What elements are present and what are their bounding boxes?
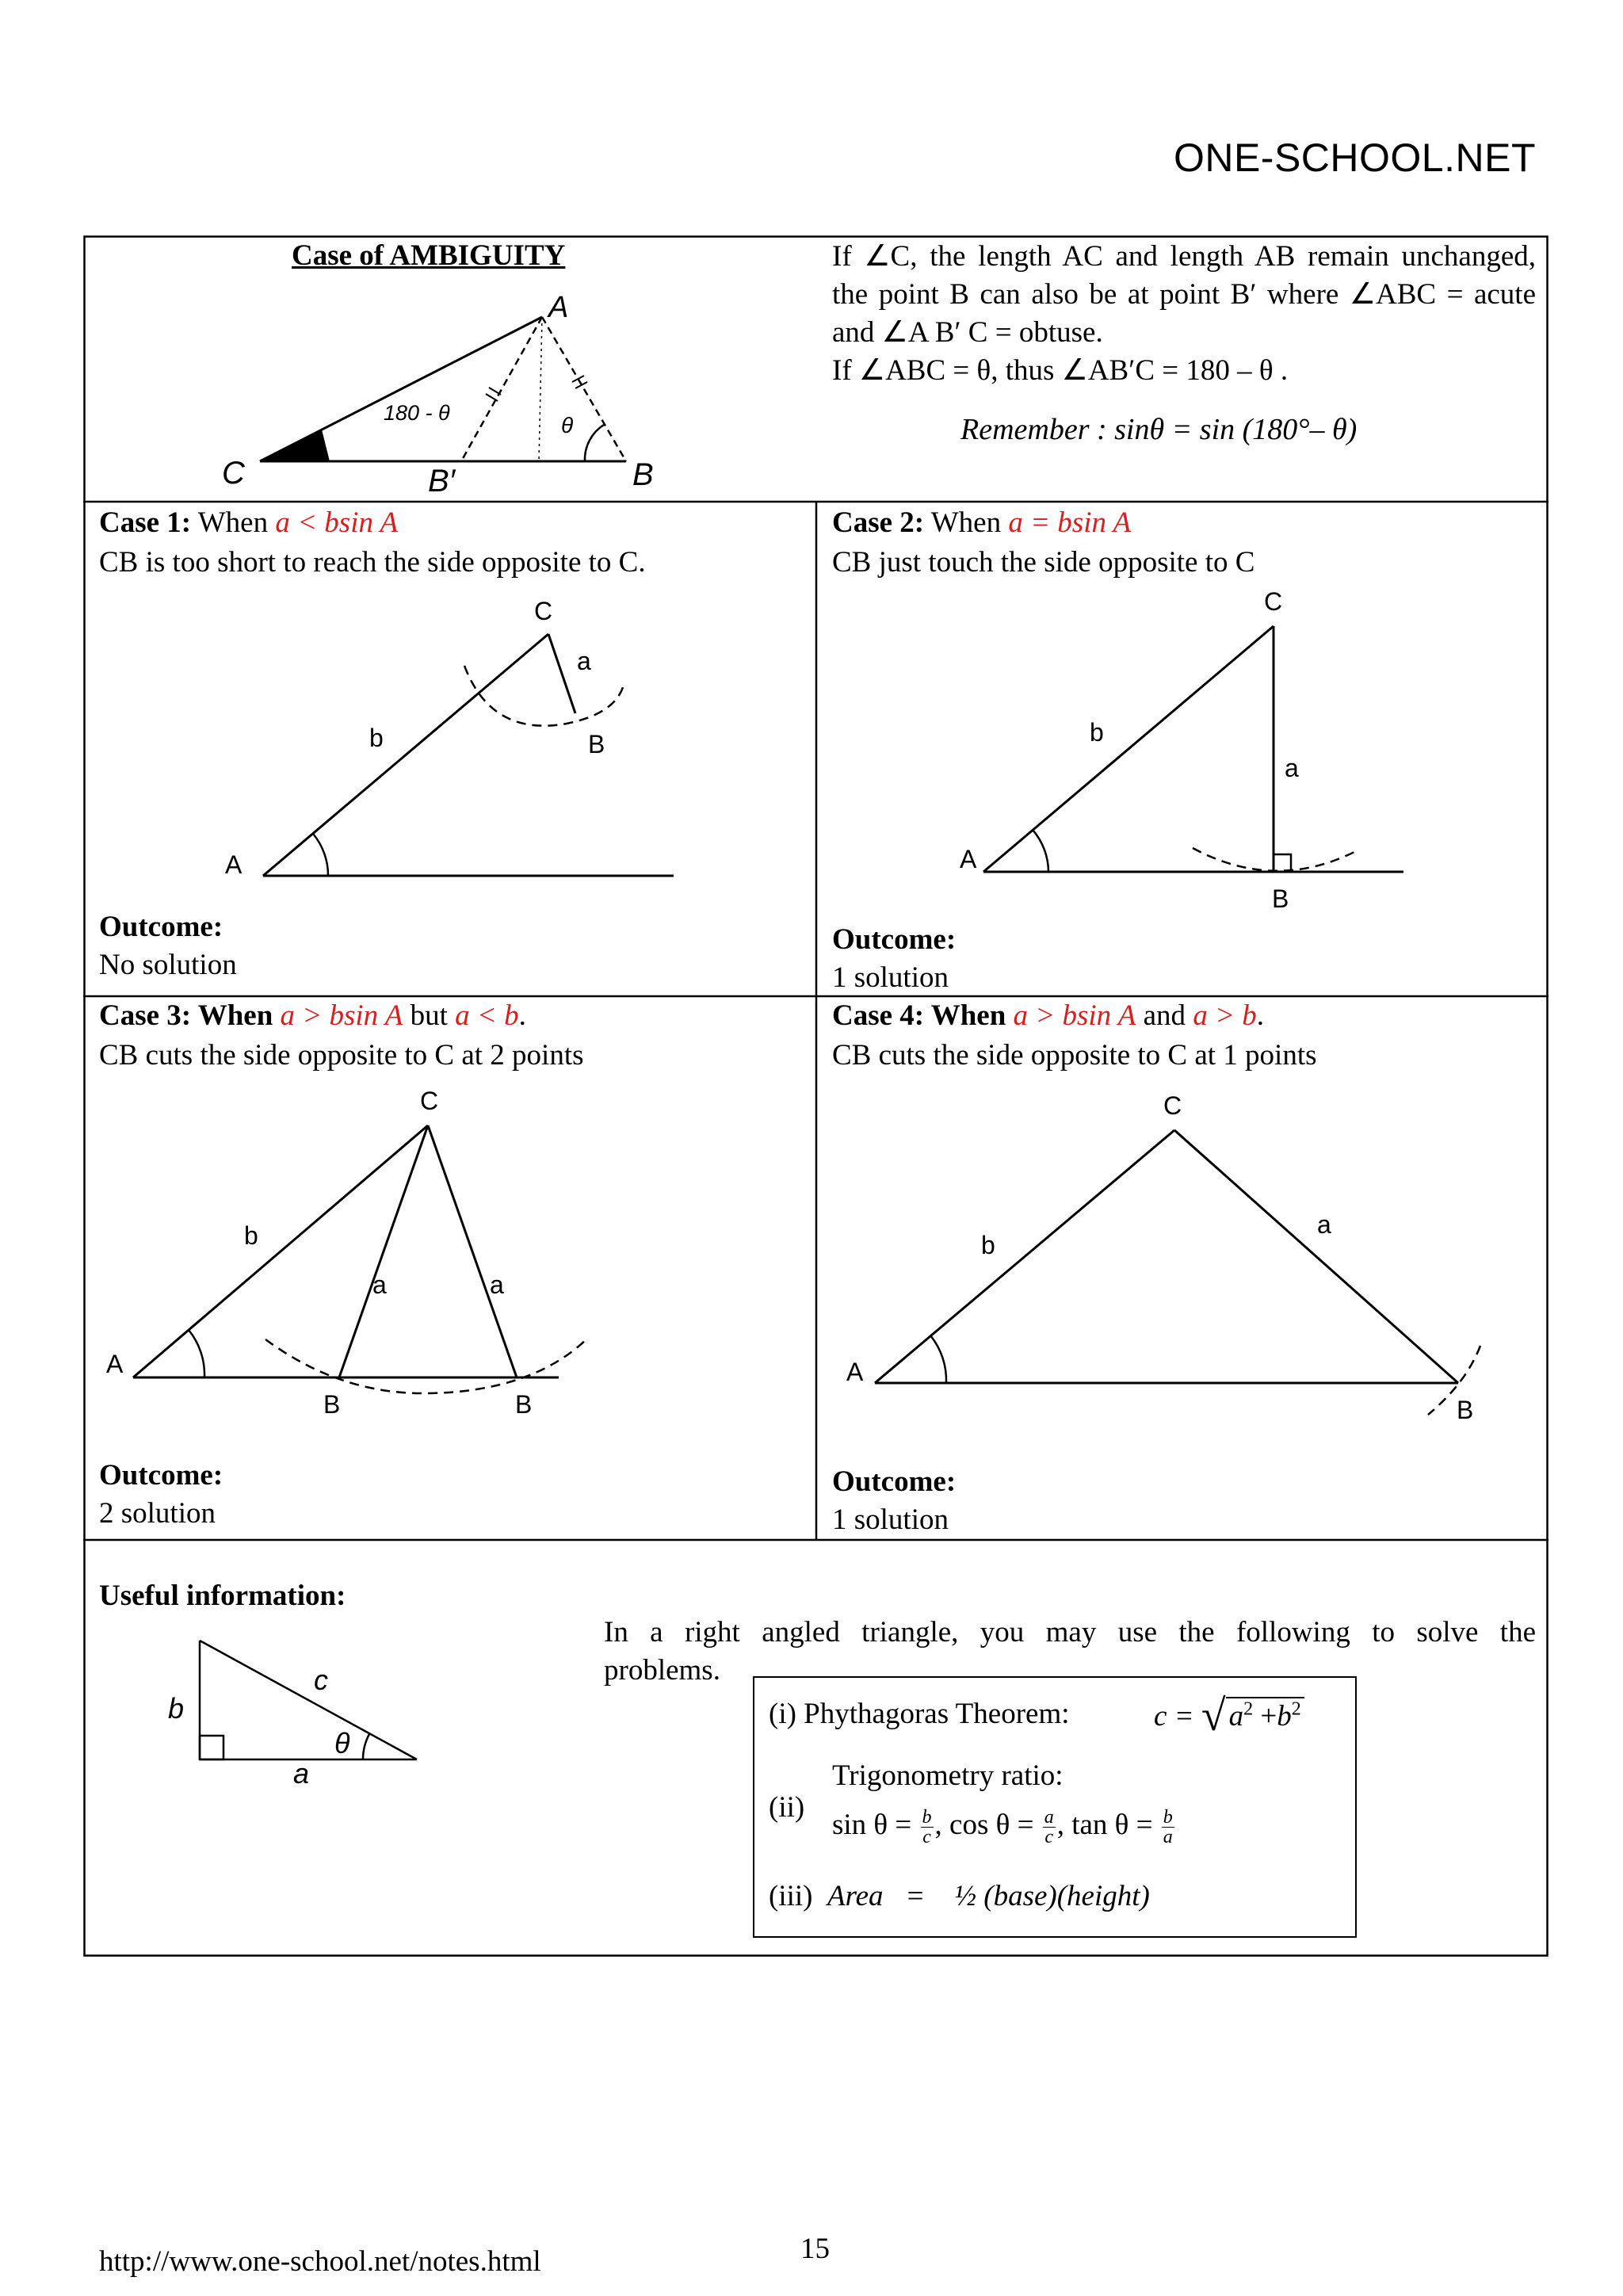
sin-label: sin θ = xyxy=(832,1809,912,1841)
case2-when: When xyxy=(930,506,1002,539)
case2-label-a: a xyxy=(1285,754,1299,782)
case4-description: CB cuts the side opposite to C at 1 points xyxy=(832,1039,1317,1072)
ambiguity-remember: Remember : sinθ = sin (180°– θ) xyxy=(960,413,1358,446)
sqrt-icon: √ xyxy=(1201,1691,1226,1740)
case3-angle-arc xyxy=(189,1330,204,1377)
ambiguity-side-ca xyxy=(260,317,542,461)
case4-dot: . xyxy=(1256,999,1265,1032)
case2-right-angle xyxy=(1274,854,1291,872)
case2-condition: a = bsin A xyxy=(1008,506,1132,539)
useful-intro-line2: problems. xyxy=(604,1654,720,1687)
pythagoras-formula xyxy=(1154,1690,1304,1741)
formula-lhs: c = xyxy=(1154,1700,1194,1733)
case3-label-a1: a xyxy=(372,1270,387,1299)
case2-label-b-side: b xyxy=(1090,718,1104,747)
label-c: C xyxy=(222,456,245,491)
tri-label-b: b xyxy=(168,1692,185,1725)
tri-label-theta: θ xyxy=(334,1727,350,1759)
cos-label: , cos θ = xyxy=(934,1809,1034,1841)
useful-intro-line1: In a right angled triangle, you may use the following to solve the xyxy=(604,1616,1536,1648)
case2-description: CB just touch the side opposite to C xyxy=(832,546,1255,579)
ambiguity-desc-line3: and ∠A B′ C = obtuse. xyxy=(832,316,1103,349)
ambiguity-dash-height xyxy=(539,317,542,461)
case4-condition2: a > b xyxy=(1193,999,1257,1032)
site-brand: ONE-SCHOOL.NET xyxy=(1173,136,1536,180)
case1-side-b xyxy=(263,634,548,876)
case1-angle-arc xyxy=(313,834,328,876)
case2-outcome-label: Outcome: xyxy=(832,923,957,956)
case4-outcome: 1 solution xyxy=(832,1503,949,1536)
tick-mark xyxy=(572,376,584,382)
case1-dashed-arc xyxy=(464,666,624,726)
label-theta: θ xyxy=(561,413,574,437)
case4-diagram xyxy=(840,1078,1529,1427)
case3-but: but xyxy=(410,999,448,1032)
case1-title: Case 1: xyxy=(99,506,192,539)
trig-title: Trigonometry ratio: xyxy=(832,1759,1064,1792)
case1-label-a-vertex: A xyxy=(225,850,242,879)
ambiguity-desc-line4: If ∠ABC = θ, thus ∠AB′C = 180 – θ . xyxy=(832,354,1289,387)
tan-label: , tan θ = xyxy=(1056,1809,1153,1841)
case2-header xyxy=(832,504,1131,542)
case3-description: CB cuts the side opposite to C at 2 points xyxy=(99,1039,584,1072)
ambiguity-desc-line1: If ∠C, the length AC and length AB remain unchanged, xyxy=(832,240,1536,273)
formula-item1 xyxy=(769,1695,1070,1733)
area-formula: Area = ½ (base)(height) xyxy=(827,1880,1150,1912)
page-number: 15 xyxy=(800,2233,830,2265)
formula-box xyxy=(753,1676,1357,1938)
case4-label-b-point: B xyxy=(1457,1396,1474,1424)
case3-label-b2: B xyxy=(515,1390,533,1419)
formula-item3 xyxy=(769,1878,1150,1916)
tick-mark xyxy=(489,388,501,395)
case3-side-a2 xyxy=(428,1125,517,1377)
case4-title: Case 4: When xyxy=(832,999,1006,1032)
radicand: $a^2 +b^2$ xyxy=(1226,1697,1304,1733)
case4-and: and xyxy=(1143,999,1186,1032)
case3-title: Case 3: When xyxy=(99,999,273,1032)
tick-mark xyxy=(486,394,498,401)
useful-title: Useful information: xyxy=(99,1580,346,1612)
case4-label-c: C xyxy=(1163,1091,1182,1120)
right-triangle-diagram xyxy=(158,1625,444,1799)
case2-label-b-point: B xyxy=(1272,884,1289,911)
case3-outcome-label: Outcome: xyxy=(99,1459,223,1492)
case3-outcome: 2 solution xyxy=(99,1497,216,1530)
case1-condition: a < bsin A xyxy=(275,506,399,539)
case1-label-a: a xyxy=(577,647,591,675)
case3-label-b1: B xyxy=(323,1390,341,1419)
label-a: A xyxy=(548,293,569,324)
case4-label-b-side: b xyxy=(981,1231,995,1259)
case3-label-a2: a xyxy=(490,1270,504,1299)
case3-condition: a > bsin A xyxy=(280,999,403,1032)
case4-side-b xyxy=(875,1130,1174,1383)
right-angle-marker xyxy=(200,1736,223,1759)
frac-sin: $\frac{b}{c}$ xyxy=(922,1807,932,1848)
case3-label-a-vertex: A xyxy=(106,1350,124,1378)
case3-condition2: a < b xyxy=(455,999,519,1032)
frac-cos: $\frac{a}{c}$ xyxy=(1044,1807,1054,1848)
case1-diagram xyxy=(206,579,713,896)
ambiguity-desc-line2: the point B can also be at point B′ where ∠ABC = acute xyxy=(832,278,1536,311)
case1-outcome-label: Outcome: xyxy=(99,911,223,943)
case2-diagram xyxy=(939,579,1446,911)
case1-side-a xyxy=(548,634,575,713)
case2-outcome: 1 solution xyxy=(832,961,949,994)
label-angle-180: 180 - θ xyxy=(384,401,450,425)
formula-item2-label: (ii) xyxy=(769,1791,805,1824)
case1-outcome: No solution xyxy=(99,949,237,981)
case1-header xyxy=(99,504,398,542)
ambiguity-dash-ab xyxy=(542,317,626,461)
case4-label-a: a xyxy=(1317,1210,1331,1239)
case1-label-b-point: B xyxy=(588,730,605,758)
case4-angle-arc xyxy=(930,1335,946,1383)
case4-header xyxy=(832,997,1264,1035)
trig-formulas xyxy=(832,1806,1176,1847)
case1-when: When xyxy=(197,506,269,539)
case4-condition: a > bsin A xyxy=(1013,999,1136,1032)
case1-description: CB is too short to reach the side opposite to C. xyxy=(99,546,646,579)
case2-label-c: C xyxy=(1264,587,1283,616)
case3-dot: . xyxy=(518,999,526,1032)
case2-side-b xyxy=(983,626,1274,872)
theta-arc xyxy=(363,1734,369,1759)
case3-label-c: C xyxy=(420,1087,439,1115)
area-label: (iii) xyxy=(769,1880,813,1912)
ambiguity-diagram xyxy=(206,293,697,499)
tri-label-c: c xyxy=(314,1664,328,1696)
case3-dashed-arc xyxy=(265,1339,586,1393)
ambiguity-description xyxy=(832,238,1536,390)
case2-angle-arc xyxy=(1033,830,1048,872)
tri-label-a: a xyxy=(293,1757,310,1790)
label-b: B xyxy=(632,457,654,492)
case4-outcome-label: Outcome: xyxy=(832,1465,957,1498)
theta-arc xyxy=(585,425,604,461)
case2-label-a-vertex: A xyxy=(960,845,977,873)
case3-diagram xyxy=(103,1078,721,1427)
case4-side-a xyxy=(1174,1130,1458,1383)
ambiguity-title: Case of AMBIGUITY xyxy=(292,239,566,272)
case3-header xyxy=(99,997,526,1035)
case4-label-a-vertex: A xyxy=(846,1358,864,1386)
case1-label-c: C xyxy=(534,597,553,625)
case3-label-b-side: b xyxy=(244,1221,258,1250)
label-b-prime: B′ xyxy=(428,464,456,499)
pythagoras-label: (i) Phythagoras Theorem: xyxy=(769,1698,1070,1730)
case1-label-b-side: b xyxy=(369,724,384,752)
frac-tan: $\frac{b}{a}$ xyxy=(1163,1807,1173,1848)
footer-url[interactable]: http://www.one-school.net/notes.html xyxy=(99,2245,541,2278)
case2-title: Case 2: xyxy=(832,506,925,539)
